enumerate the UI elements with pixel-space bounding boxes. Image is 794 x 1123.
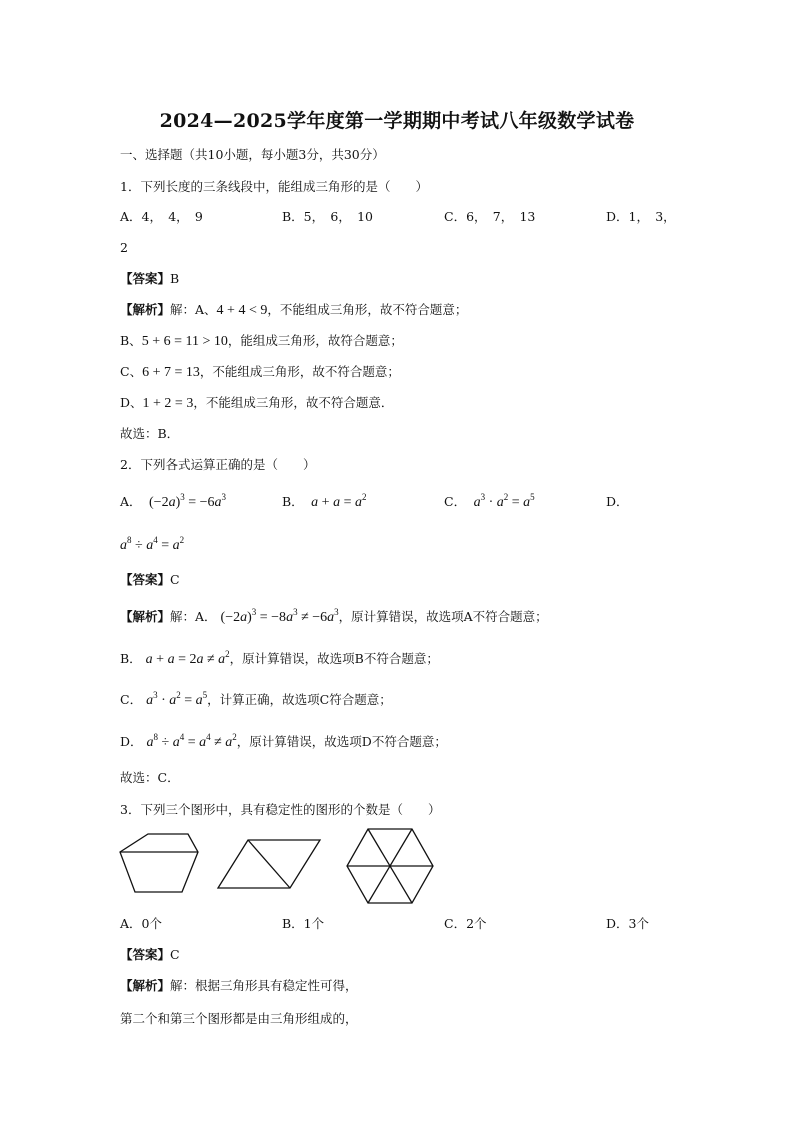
q2-d-text: ，原计算错误，故选项D不符合题意； <box>236 734 447 749</box>
q1-answer-value: B <box>170 271 180 286</box>
q2-option-b <box>282 493 366 512</box>
q2-option-c-label: C． <box>444 494 467 509</box>
q3-stem: 3．下列三个图形中，具有稳定性的图形的个数是（ ） <box>120 802 441 817</box>
analysis-tag: 【解析】 <box>120 609 171 624</box>
q3-answer <box>120 946 180 964</box>
q1-analysis-line-a <box>120 301 467 320</box>
answer-tag: 【答案】 <box>120 572 171 587</box>
q3-analysis-line-1 <box>120 977 358 995</box>
q1-d-lead: D、 <box>120 395 143 410</box>
q2-analysis-lead: 解：A． <box>170 609 217 624</box>
answer-tag: 【答案】 <box>120 947 171 962</box>
q2-c-lead: C． <box>120 692 143 707</box>
q2-a-text: ，原计算错误，故选项A不符合题意； <box>338 609 548 624</box>
q1-conclusion: 故选：B． <box>120 426 180 441</box>
q2-analysis-line-d <box>120 733 447 752</box>
q1-analysis-line-c <box>120 363 400 382</box>
q2-b-text: ，原计算错误，故选项B不符合题意； <box>229 651 439 666</box>
q3-option-d: D．3个 <box>606 916 649 931</box>
q3-analysis-lead: 解：根据三角形具有稳定性可得， <box>170 978 358 993</box>
q1-option-c: C．6， 7， 13 <box>444 209 536 224</box>
hexagon-figure <box>345 827 435 905</box>
q1-c-text: ，不能组成三角形，故不符合题意； <box>199 364 400 379</box>
q1-b-lead: B、 <box>120 333 142 348</box>
q2-option-b-label: B． <box>282 494 304 509</box>
q2-option-d-math: $a^8 \div a^4 = a^2$ <box>120 535 185 553</box>
q2-option-c <box>444 493 535 512</box>
q2-answer-value: C <box>170 572 180 587</box>
q1-c-expr: 6 + 7 = 13 <box>142 365 200 380</box>
q2-a-expr: $(-2a)^3 = -8a^3 \ne -6a^3$ <box>220 607 339 625</box>
q3-option-a: A．0个 <box>120 916 162 931</box>
q1-analysis-line-b <box>120 332 403 351</box>
q2-analysis-line-b <box>120 650 439 669</box>
q2-analysis-line-c <box>120 691 392 710</box>
q1-d-text: ，不能组成三角形，故不符合题意． <box>193 395 394 410</box>
q2-option-a <box>120 493 226 512</box>
q1-analysis-line-d <box>120 394 393 413</box>
q1-option-a: A．4， 4， 9 <box>120 209 203 224</box>
q3-option-b: B．1个 <box>282 916 325 931</box>
q1-a-expr: 4 + 4 < 9 <box>216 303 268 318</box>
q1-analysis-lead: 解：A、 <box>170 302 217 317</box>
q2-option-b-expr: $a + a = a^2$ <box>311 492 367 510</box>
q2-option-a-label: A． <box>120 494 142 509</box>
q2-stem: 2．下列各式运算正确的是（ ） <box>120 457 316 472</box>
q2-option-d-expr <box>120 536 184 555</box>
q3-option-c: C．2个 <box>444 916 487 931</box>
analysis-tag: 【解析】 <box>120 978 171 993</box>
q1-option-d-wrap: 2 <box>120 240 128 255</box>
q1-option-b: B．5， 6， 10 <box>282 209 373 224</box>
analysis-tag: 【解析】 <box>120 302 171 317</box>
q2-c-expr: $a^3 \cdot a^2 = a^5$ <box>146 690 208 708</box>
q2-analysis-line-a <box>120 608 548 627</box>
q1-b-text: ，能组成三角形，故符合题意； <box>227 333 403 348</box>
pentagon-figure <box>118 830 200 895</box>
q2-b-lead: B． <box>120 651 142 666</box>
q2-option-a-expr: $(-2a)^3 = -6a^3$ <box>145 492 227 510</box>
q1-c-lead: C、 <box>120 364 143 379</box>
q2-d-expr: $a^8 \div a^4 = a^4 \ne a^2$ <box>146 732 237 750</box>
section-heading: 一、选择题（共10小题，每小题3分，共30分） <box>120 147 385 162</box>
q3-analysis-line-2: 第二个和第三个图形都是由三角形组成的， <box>120 1011 358 1026</box>
q1-stem: 1．下列长度的三条线段中，能组成三角形的是（ ） <box>120 179 428 194</box>
q2-b-expr: $a + a = 2a \ne a^2$ <box>145 649 230 667</box>
q2-conclusion: 故选：C． <box>120 770 180 785</box>
q1-a-text: ，不能组成三角形，故不符合题意； <box>267 302 468 317</box>
page-title: 2024—2025学年度第一学期期中考试八年级数学试卷 <box>159 110 635 132</box>
q1-b-expr: 5 + 6 = 11 > 10 <box>141 334 228 349</box>
q2-c-text: ，计算正确，故选项C符合题意； <box>207 692 392 707</box>
q1-d-expr: 1 + 2 = 3 <box>142 396 194 411</box>
parallelogram-figure <box>216 838 322 890</box>
q2-option-c-expr: $a^3 \cdot a^2 = a^5$ <box>473 492 535 510</box>
q2-answer <box>120 571 180 589</box>
q1-answer <box>120 270 179 288</box>
q1-option-d: D．1， 3， <box>606 209 676 224</box>
q3-answer-value: C <box>170 947 180 962</box>
q2-d-lead: D． <box>120 734 143 749</box>
answer-tag: 【答案】 <box>120 271 171 286</box>
q2-option-d-label: D． <box>606 494 629 509</box>
